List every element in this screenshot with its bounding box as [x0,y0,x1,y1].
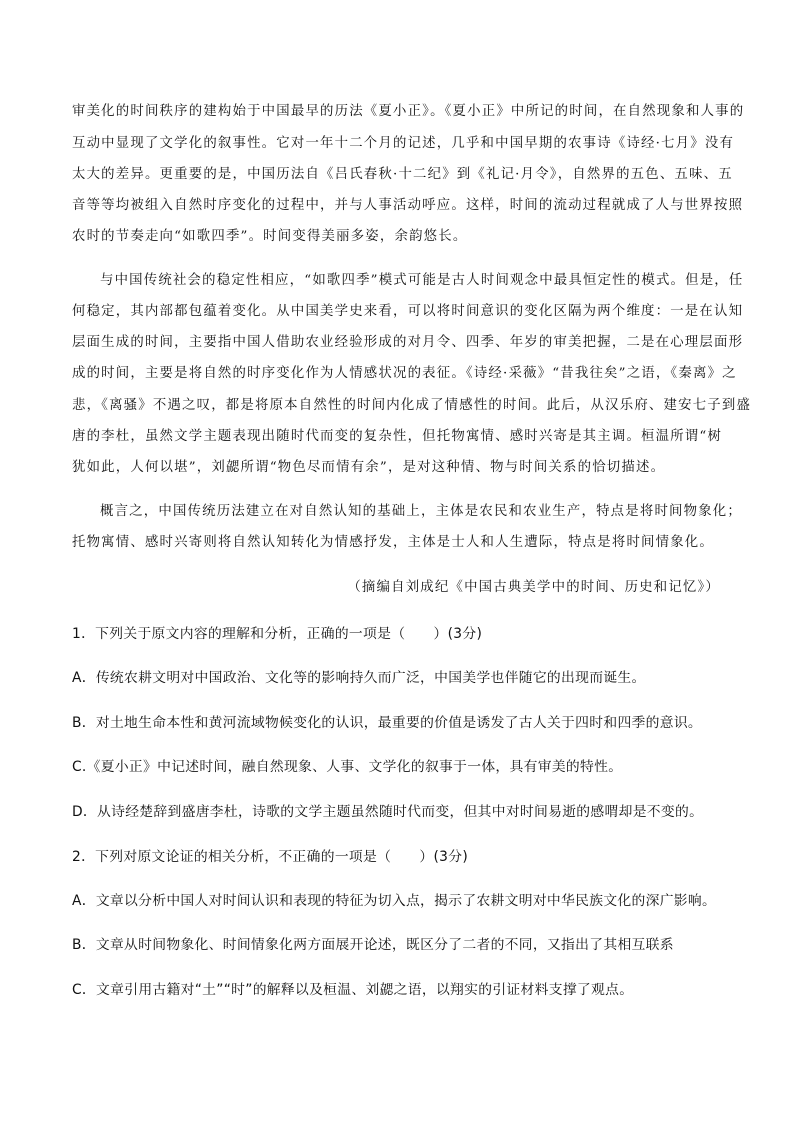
option-d: D．从诗经楚辞到盛唐李杜，诗歌的文学主题虽然随时代而变，但其中对时间易逝的感喟却是不变的。 [72,804,704,820]
text-line: 层面生成的时间，主要指中国人借助农业经验形成的对月令、四季、年岁的审美把握，二是在心理层面形 [72,335,744,350]
text-line: 犹如此，人何以堪”，刘勰所谓“物色尽而情有余”，是对这种情、物与时间关系的恰切描述。 [72,460,666,475]
question-stem: 2．下列对原文论证的相关分析，不正确的一项是（ ）(3分) [72,849,469,865]
text-line: 悲，《离骚》不遇之叹，都是将原本自然性的时间内化成了情感性的时间。此后，从汉乐府、建安七子到盛 [72,398,752,413]
text-line: 互动中显现了文学化的叙事性。它对一年十二个月的记述，几乎和中国早期的农事诗《诗经·七月》没有 [72,136,735,151]
text-line: 与中国传统社会的稳定性相应，“如歌四季”模式可能是古人时间观念中最具恒定性的模式。但是，任 [100,273,744,288]
option-a: A．传统农耕文明对中国政治、文化等的影响持久而广泛，中国美学也伴随它的出现而诞生。 [72,670,646,686]
text-line: 太大的差异。更重要的是，中国历法自《吕氏春秋·十二纪》到《礼记·月令》，自然界的五色、五味、五 [72,167,733,182]
text-line: 托物寓情、感时兴寄则将自然认知转化为情感抒发，主体是士人和人生遭际，特点是将时间情象化。 [72,535,714,550]
option-c: C.《夏小正》中记述时间，融自然现象、人事、文学化的叙事于一体，具有审美的特性。 [72,759,623,775]
text-line: 概言之，中国传统历法建立在对自然认知的基础上，主体是农民和农业生产，特点是将时间物象化； [100,504,742,519]
option-c: C．文章引用古籍对“土”“时”的解释以及桓温、刘勰之语，以翔实的引证材料支撑了观点。 [72,982,634,998]
text-line: 音等等均被组入自然时序变化的过程中，并与人事活动呼应。这样，时间的流动过程就成了人与世界按照 [72,198,744,213]
text-line: 何稳定，其内部都包蕴着变化。从中国美学史来看，可以将时间意识的变化区隔为两个维度：一是在认知 [72,304,744,319]
question-stem: 1．下列关于原文内容的理解和分析，正确的一项是（ ）(3分) [72,626,483,642]
text-line: 唐的李杜，虽然文学主题表现出随时代而变的复杂性，但托物寓情、感时兴寄是其主调。桓温所谓“树 [72,429,723,444]
text-line: 农时的节奏走向“如歌四季”。时间变得美丽多姿，余韵悠长。 [72,229,468,244]
text-line: 审美化的时间秩序的建构始于中国最早的历法《夏小正》。《夏小正》中所记的时间，在自然现象和人事的 [72,104,745,119]
option-b: B．文章从时间物象化、时间情象化两方面展开论述，既区分了二者的不同，又指出了其相互联系 [72,937,674,953]
source-citation: （摘编自刘成纪《中国古典美学中的时间、历史和记忆》） [347,580,720,595]
option-a: A．文章以分析中国人对时间认识和表现的特征为切入点，揭示了农耕文明对中华民族文化的深广影响。 [72,893,717,909]
option-b: B．对土地生命本性和黄河流域物候变化的认识，最重要的价值是诱发了古人关于四时和四季的意识。 [72,715,703,731]
text-line: 成的时间，主要是将自然的时序变化作为人情感状况的表征。《诗经·采薇》“昔我往矣”之语，《秦离》之 [72,366,737,381]
